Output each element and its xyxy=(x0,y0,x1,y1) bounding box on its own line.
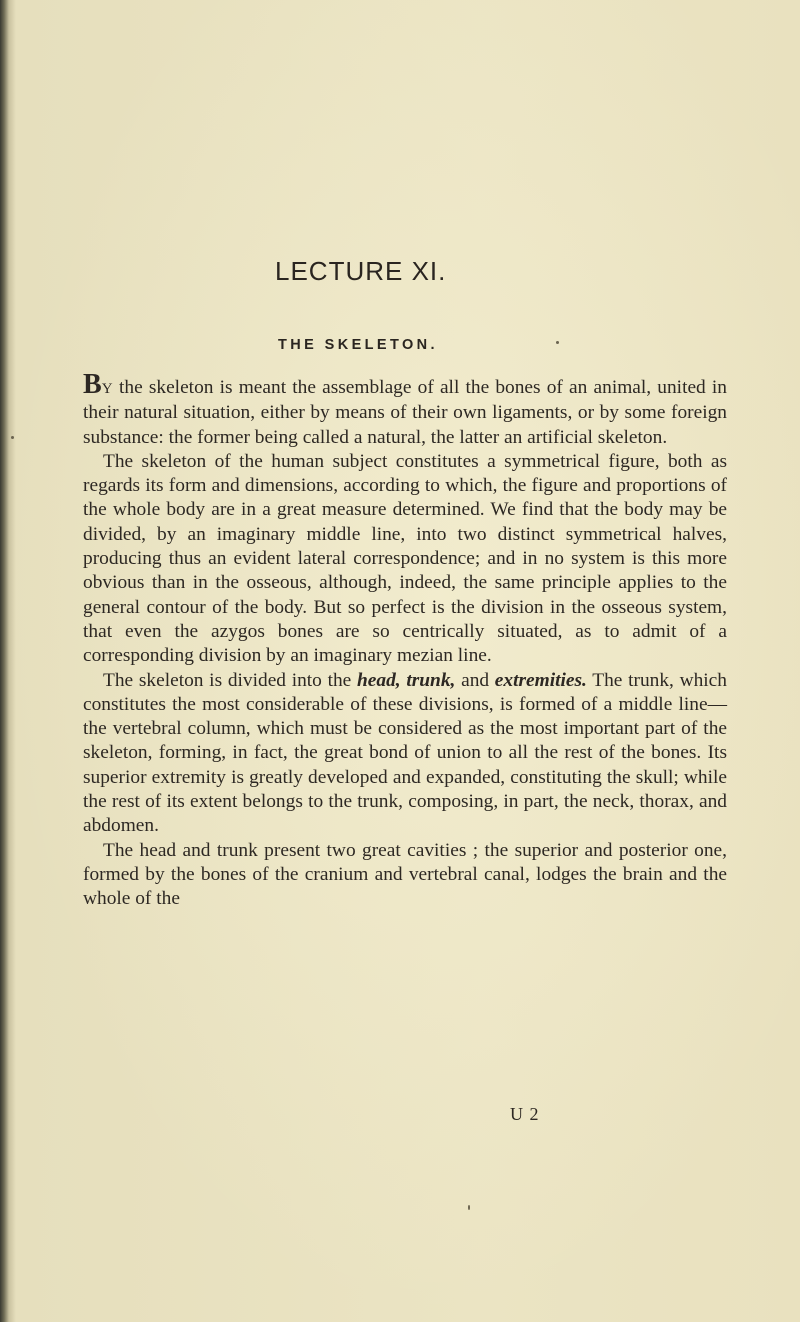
body-text xyxy=(83,369,727,912)
paragraph-4: The head and trunk present two great cavities ; the superior and posterior one, formed by the bones of the cranium and vertebral canal, lodges the brain and the whole of the xyxy=(83,839,727,910)
section-title: THE SKELETON. xyxy=(278,337,438,353)
signature-mark: U 2 xyxy=(510,1104,540,1124)
lecture-title: LECTURE XI. xyxy=(275,256,447,286)
emphasis-head-trunk: head, trunk, xyxy=(356,669,456,691)
small-cap: Y xyxy=(101,381,113,397)
drop-cap: B xyxy=(83,369,102,400)
paragraph-3-text-b: and xyxy=(455,669,495,691)
paper-speck xyxy=(468,1205,470,1210)
paragraph-3 xyxy=(83,669,727,839)
paragraph-3-text-a: The skeleton is divided into the xyxy=(103,669,357,691)
emphasis-extremities: extremities. xyxy=(494,669,587,691)
paper-speck xyxy=(11,436,14,439)
paragraph-1 xyxy=(83,369,727,450)
paper-speck xyxy=(556,341,559,344)
paragraph-1-text: the skeleton is meant the assemblage of all the bones of an animal, united in their natural situation, either by means of their own ligaments, or by some foreign substance: the former being called a natural, the latter an artificial skeleton. xyxy=(83,377,727,448)
paragraph-3-text-c: The trunk, which constitutes the most considerable of these divisions, is formed of a middle line—the vertebral column, which must be considered as the most important part of the skeleton, forming, in fact, the great bond of union to all the rest of the bones. Its superior extremity is greatly developed and expanded, constituting the skull; while the rest of its extent belongs to the trunk, composing, in part, the neck, thorax, and abdomen. xyxy=(83,669,727,837)
paragraph-2: The skeleton of the human subject constitutes a symmetrical figure, both as regards its form and dimensions, according to which, the figure and proportions of the whole body are in a great measure determined. We find that the body may be divided, by an imaginary middle line, into two distinct symmetrical halves, producing thus an evident lateral correspondence; and in no system is this more obvious than in the osseous, although, indeed, the same principle applies to the general contour of the body. But so perfect is the division in the osseous system, that even the azygos bones are so centrically situated, as to admit of a corresponding division by an imaginary mezian line. xyxy=(83,450,727,667)
